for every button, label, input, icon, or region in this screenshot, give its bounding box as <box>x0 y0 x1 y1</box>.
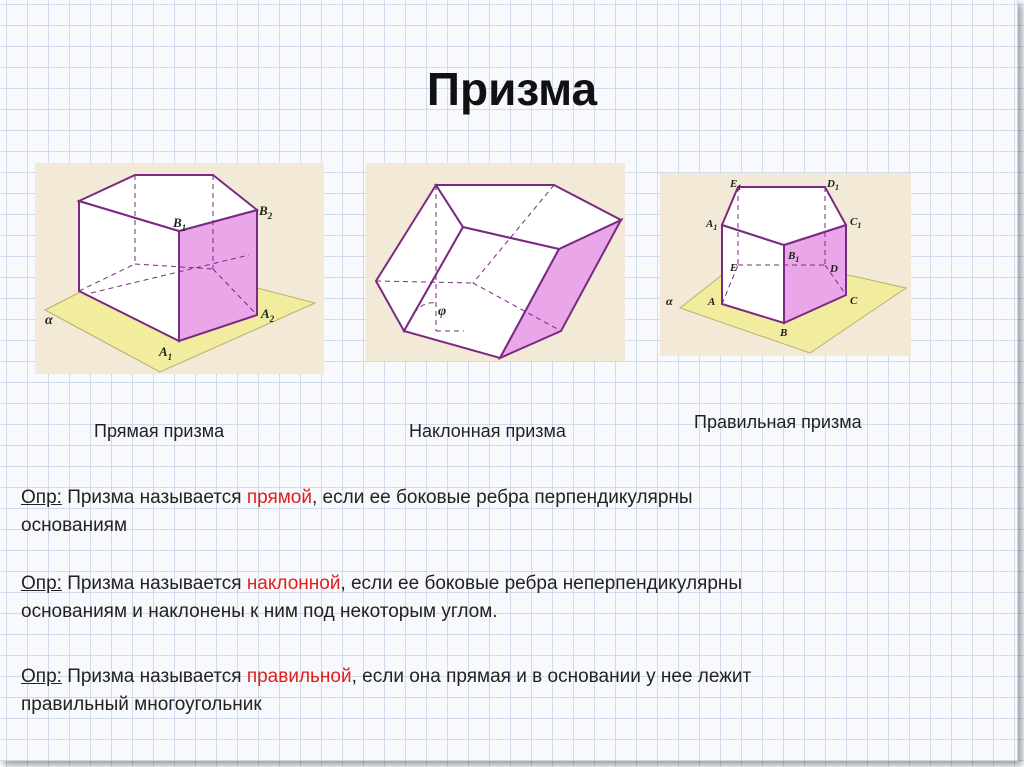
figure-right-prism <box>35 163 324 374</box>
definition-text: , если ее боковые ребра перпендикулярны <box>312 487 693 508</box>
slide-title: Призма <box>426 63 598 115</box>
label-b1: $B_1$ <box>788 250 800 264</box>
regular-prism-drawing <box>660 173 911 356</box>
figure-oblique-prism <box>366 163 625 361</box>
label-a2: $A_2$ <box>261 306 275 324</box>
label-b2: $B_2$ <box>259 203 273 221</box>
label-d1: $D_1$ <box>827 178 839 192</box>
definition-term: прямой <box>246 487 312 508</box>
definition-prefix: Опр: <box>21 487 62 508</box>
definition-text: , если она прямая и в основании у нее лежит <box>351 666 752 687</box>
definition-text-line2: основаниям <box>21 515 128 536</box>
label-e1: $E_1$ <box>730 178 742 192</box>
definition-prefix: Опр: <box>21 666 62 687</box>
label-c: C <box>850 295 858 307</box>
label-b: B <box>780 327 788 339</box>
definition-text: Призма называется <box>61 573 247 594</box>
definition-text: Призма называется <box>61 666 247 687</box>
label-b1: $B_1$ <box>173 215 187 233</box>
definition-right-prism <box>21 484 1001 540</box>
right-prism-drawing <box>35 163 324 374</box>
label-a1: $A_1$ <box>706 218 718 232</box>
caption-right-prism: Прямая призма <box>94 421 225 441</box>
label-d: D <box>830 263 838 275</box>
label-a: A <box>708 296 716 308</box>
definition-text: , если ее боковые ребра неперпендикулярны <box>340 573 743 594</box>
caption-oblique-prism: Наклонная призма <box>409 421 566 441</box>
label-c1: $C_1$ <box>850 216 862 230</box>
label-phi: φ <box>438 304 447 319</box>
definition-regular-prism <box>21 663 1001 719</box>
definition-text-line2: основаниям и наклонены к ним под некоторым углом. <box>21 601 498 622</box>
label-e: E <box>730 262 738 274</box>
definition-term: правильной <box>246 666 352 687</box>
definition-text: Призма называется <box>61 487 247 508</box>
definition-term: наклонной <box>246 573 341 594</box>
definition-prefix: Опр: <box>21 573 62 594</box>
caption-regular-prism: Правильная призма <box>694 412 862 432</box>
figure-regular-prism <box>660 173 911 356</box>
definition-text-line2: правильный многоугольник <box>21 694 262 715</box>
label-alpha: α <box>666 294 673 308</box>
definition-oblique-prism <box>21 570 1001 626</box>
label-a1: $A_1$ <box>159 344 173 362</box>
oblique-prism-drawing <box>366 163 625 361</box>
label-alpha: α <box>45 313 53 328</box>
